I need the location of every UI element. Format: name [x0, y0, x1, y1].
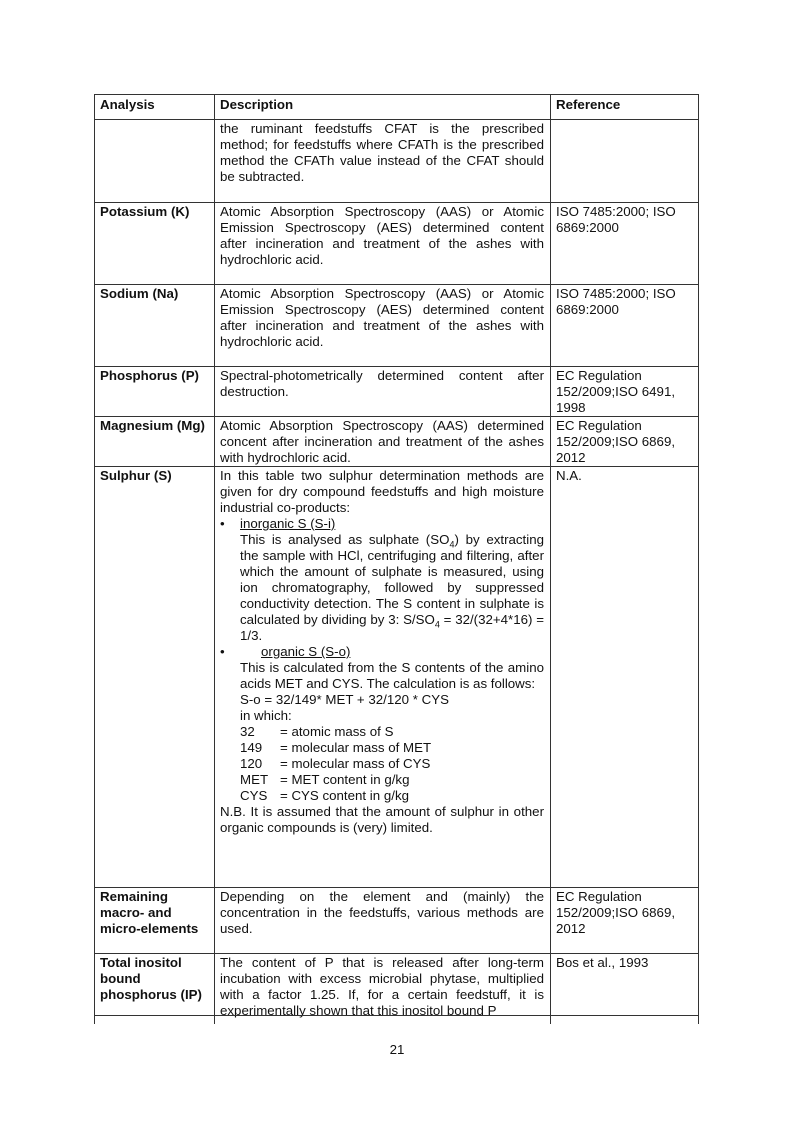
table-row [94, 953, 699, 1024]
analysis-table [94, 94, 699, 1024]
analysis-cell [94, 120, 214, 202]
description-cell: Atomic Absorption Spectroscopy (AAS) determined concent after incineration and treatment of the ashes with hydrochloric acid. [214, 417, 550, 466]
analysis-cell: Sodium (Na) [94, 285, 214, 366]
def-value: = CYS content in g/kg [280, 788, 409, 803]
reference-cell [550, 120, 699, 202]
text: = 32/(32+4*16) = 1/3. [240, 612, 544, 643]
inorganic-item [220, 516, 544, 644]
in-which: in which: [240, 708, 292, 723]
sulphur-note: N.B. It is assumed that the amount of sulphur in other organic compounds is (very) limited. [220, 804, 544, 835]
def-value: = MET content in g/kg [280, 772, 410, 787]
header-analysis: Analysis [94, 95, 214, 119]
organic-title: organic S (S-o) [261, 644, 351, 659]
inorganic-title: inorganic S (S-i) [240, 516, 336, 531]
organic-text: This is calculated from the S contents of the amino acids MET and CYS. The calculation is as follows: [240, 660, 544, 691]
formula: S-o = 32/149* MET + 32/120 * CYS [240, 692, 449, 707]
table-row [94, 202, 699, 284]
definition [240, 772, 544, 788]
table-header [94, 94, 699, 119]
bullet-icon: • [220, 644, 225, 659]
description-cell: The content of P that is released after long-term incubation with excess microbial phytase, multiplied with a factor 1.25. If, for a certain feedstuff, it is experimentally shown that this inositol bound P [214, 954, 550, 1024]
reference-cell: EC Regulation 152/2009;ISO 6869, 2012 [550, 888, 699, 953]
table-row [94, 366, 699, 416]
table-bottom-border [94, 1015, 699, 1016]
inorganic-text [240, 532, 544, 644]
header-description: Description [214, 95, 550, 119]
table-row [94, 284, 699, 366]
analysis-cell: Total inositol bound phosphorus (IP) [94, 954, 214, 1024]
description-cell: Atomic Absorption Spectroscopy (AAS) or Atomic Emission Spectroscopy (AES) determined content after incineration and treatment of the ashes with hydrochloric acid. [214, 285, 550, 366]
description-cell: Depending on the element and (mainly) the concentration in the feedstuffs, various methods are used. [214, 888, 550, 953]
def-key: 32 [240, 724, 255, 739]
reference-cell: ISO 7485:2000; ISO 6869:2000 [550, 203, 699, 284]
definition [240, 740, 544, 756]
subscript: 4 [434, 619, 440, 630]
table-row [94, 119, 699, 202]
def-key: 120 [240, 756, 263, 771]
analysis-cell: Sulphur (S) [94, 467, 214, 887]
description-cell: Spectral-photometrically determined content after destruction. [214, 367, 550, 416]
bullet-icon: • [220, 516, 225, 531]
definition [240, 788, 544, 804]
def-key: MET [240, 772, 269, 787]
def-value: = molecular mass of CYS [280, 756, 431, 771]
def-key: CYS [240, 788, 268, 803]
def-value: = atomic mass of S [280, 724, 394, 739]
reference-cell: EC Regulation 152/2009;ISO 6869, 2012 [550, 417, 699, 466]
def-key: 149 [240, 740, 263, 755]
analysis-cell: Remaining macro- and micro-elements [94, 888, 214, 953]
text: This is analysed as sulphate (SO [240, 532, 450, 547]
analysis-cell: Potassium (K) [94, 203, 214, 284]
reference-cell: EC Regulation 152/2009;ISO 6491, 1998 [550, 367, 699, 416]
table-row [94, 416, 699, 466]
sulphur-intro: In this table two sulphur determination methods are given for dry compound feedstuffs and high moisture industrial co-products: [220, 468, 544, 515]
definition [240, 756, 544, 772]
page-number: 21 [389, 1042, 405, 1057]
reference-cell: ISO 7485:2000; ISO 6869:2000 [550, 285, 699, 366]
text: ) by extracting the sample with HCl, centrifuging and filtering, after which the amount of sulphate is measured, using ion chromatography, followed by suppressed conductivity detection. The S content in sulphate is calculated by dividing by 3: S/SO [240, 532, 544, 627]
description-cell [214, 467, 550, 887]
definition [240, 724, 544, 740]
organic-item [220, 644, 544, 724]
description-cell: the ruminant feedstuffs CFAT is the prescribed method; for feedstuffs where CFATh is the prescribed method the CFATh value instead of the CFAT should be subtracted. [214, 120, 550, 202]
header-reference: Reference [550, 95, 699, 119]
reference-cell: Bos et al., 1993 [550, 954, 699, 1024]
description-cell: Atomic Absorption Spectroscopy (AAS) or Atomic Emission Spectroscopy (AES) determined content after incineration and treatment of the ashes with hydrochloric acid. [214, 203, 550, 284]
def-value: = molecular mass of MET [280, 740, 432, 755]
analysis-cell: Magnesium (Mg) [94, 417, 214, 466]
analysis-cell: Phosphorus (P) [94, 367, 214, 416]
table-row [94, 466, 699, 887]
reference-cell: N.A. [550, 467, 699, 887]
definitions [220, 724, 544, 804]
subscript: 4 [449, 539, 455, 550]
table-row [94, 887, 699, 953]
